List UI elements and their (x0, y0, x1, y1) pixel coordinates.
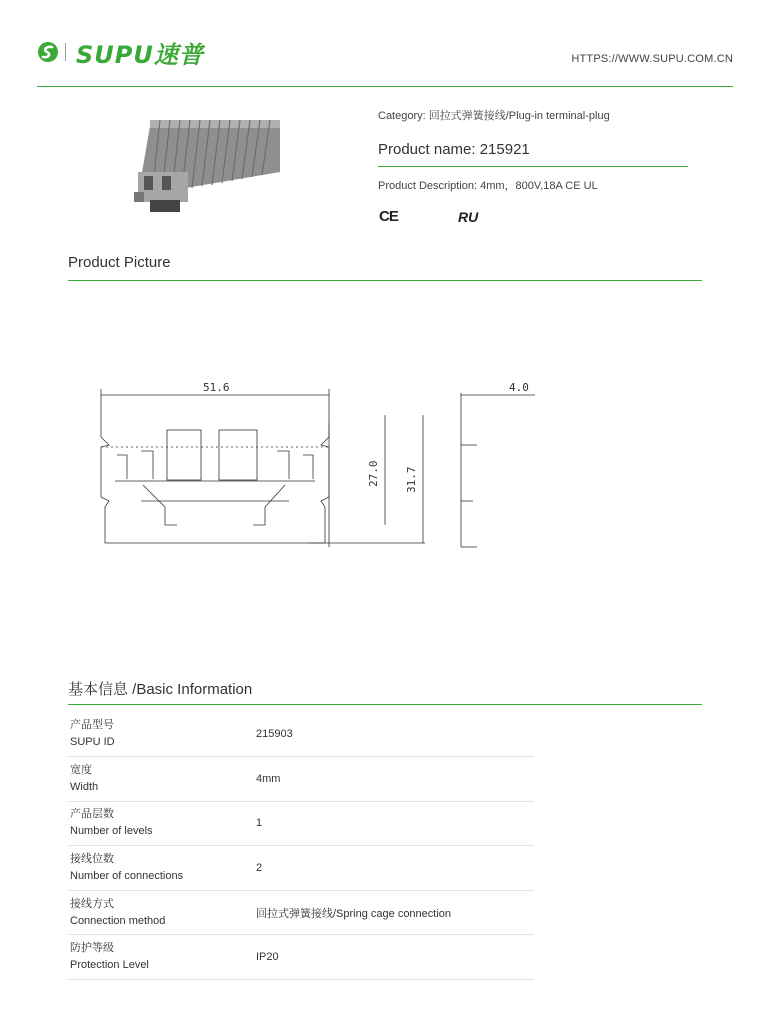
label-cn: 接线方式 (70, 897, 114, 910)
value-cell: 1 (256, 801, 534, 846)
value-cell: 4mm (256, 757, 534, 802)
table-row (68, 935, 534, 980)
product-name: Product name: 215921 (378, 141, 530, 158)
label-cn: 产品型号 (70, 719, 114, 732)
label-en: Connection method (70, 914, 166, 927)
product-photo (130, 112, 285, 217)
product-category: Category: 回拉式弹簧接线/Plug-in terminal-plug (378, 110, 610, 122)
dim-width-label: 51.6 (203, 381, 230, 394)
dim-height-outer-label: 31.7 (405, 466, 418, 493)
drawing-lines (101, 389, 535, 547)
product-picture-title: Product Picture (68, 254, 171, 271)
dim-side-label: 4.0 (509, 381, 529, 394)
technical-drawing (95, 375, 540, 555)
table-row (68, 757, 534, 802)
value-cell: IP20 (256, 935, 534, 980)
site-url[interactable]: HTTPS://WWW.SUPU.COM.CN (571, 53, 733, 65)
label-en: Protection Level (70, 959, 149, 972)
basic-info-title: 基本信息 /Basic Information (68, 681, 253, 698)
table-row (68, 846, 534, 891)
product-name-divider (378, 166, 688, 167)
value-cell: 回拉式弹簧接线/Spring cage connection (256, 890, 534, 935)
picture-section-divider (68, 280, 702, 281)
supu-logo-icon (37, 41, 59, 63)
value-cell: 215903 (256, 712, 534, 757)
label-en: Width (70, 780, 99, 793)
product-description: Product Description: 4mm，800V,18A CE UL (378, 180, 598, 192)
dim-height-inner-label: 27.0 (367, 460, 380, 487)
label-cn: 接线位数 (70, 853, 114, 866)
basic-info-divider (68, 704, 702, 705)
header-divider (37, 86, 733, 87)
ul-mark-icon: RU (458, 209, 479, 225)
label-cn: 防护等级 (70, 942, 114, 955)
table-row (68, 712, 534, 757)
brand-logo[interactable] (37, 38, 204, 69)
logo-divider (65, 43, 66, 61)
logo-text: SUPU速普 (76, 40, 204, 69)
label-cn: 产品层数 (70, 808, 114, 821)
label-en: Number of connections (70, 870, 184, 883)
table-row (68, 890, 534, 935)
basic-info-table (68, 712, 534, 980)
value-cell: 2 (256, 846, 534, 891)
label-en: SUPU ID (70, 736, 115, 749)
label-cn: 宽度 (70, 763, 92, 776)
table-row (68, 801, 534, 846)
label-en: Number of levels (70, 825, 153, 838)
ce-mark-icon: CE (379, 208, 398, 225)
